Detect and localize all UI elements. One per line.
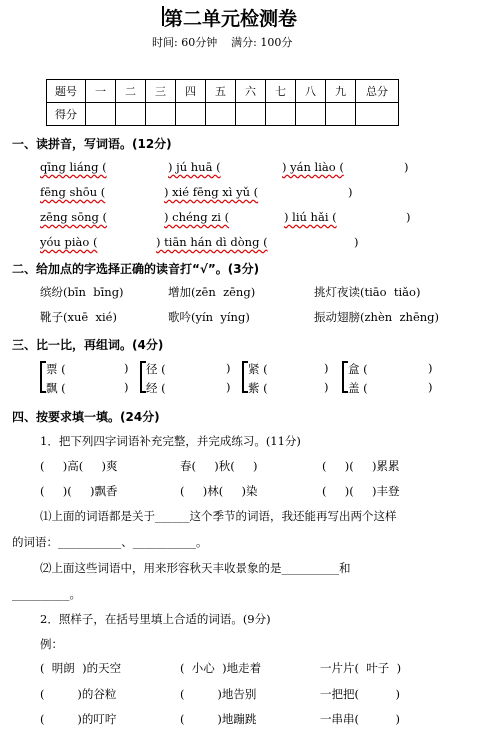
section3-heading: 三、比一比，再组词。(4分) <box>12 338 164 352</box>
header-cell: 八 <box>296 80 326 103</box>
fill-item: ( 小心 )地走着 <box>180 661 262 675</box>
compare-char-close: ) <box>428 380 433 394</box>
reading-choice: 缤纷(bīn bīng) <box>40 285 124 299</box>
header-cell: 九 <box>326 80 356 103</box>
pinyin-item <box>40 160 107 174</box>
compare-char: 盒 ( <box>348 362 368 376</box>
score-cell[interactable] <box>146 103 176 126</box>
idiom-blank: ( )林( )染 <box>180 484 258 498</box>
idiom-blank: ( )( )飘香 <box>40 484 118 498</box>
pinyin-text: yóu piào ( <box>40 235 98 249</box>
compare-char: 径 ( <box>146 362 166 376</box>
score-cell[interactable] <box>356 103 399 126</box>
pinyin-item: ) <box>354 235 359 249</box>
time-score-info: 时间: 60分钟 满分: 100分 <box>152 36 293 49</box>
compare-char-close: ) <box>428 361 433 375</box>
pinyin-text: zēng sōng ( <box>40 210 108 224</box>
fill-item: ( )的谷粒 <box>40 687 117 701</box>
compare-char-close: ) <box>324 361 329 375</box>
header-cell: 一 <box>86 80 116 103</box>
compare-char: 紧 ( <box>248 362 268 376</box>
q1-sub2-line1: ⑵上面这些词语中，用来形容秋天丰收景象的是__________和 <box>40 561 351 575</box>
section2-heading: 二、给加点的字选择正确的读音打“√”。(3分) <box>12 262 260 276</box>
score-cell[interactable] <box>266 103 296 126</box>
pinyin-item <box>40 210 107 224</box>
pinyin-item <box>168 160 221 174</box>
header-cell: 总分 <box>356 80 399 103</box>
reading-choice: 振动翅膀(zhèn zhēng) <box>314 310 440 324</box>
compare-char: 飘 ( <box>46 381 66 395</box>
score-table <box>46 79 399 126</box>
q1-sub1-line2: 的词语：___________、___________。 <box>12 535 208 549</box>
header-cell: 四 <box>176 80 206 103</box>
fill-item: ( )地告别 <box>180 687 257 701</box>
score-cell[interactable] <box>206 103 236 126</box>
page-title: 第二单元检测卷 <box>164 8 298 30</box>
fill-item: 一片片( 叶子 ) <box>320 661 402 675</box>
section4-heading: 四、按要求填一填。(24分) <box>12 410 160 424</box>
compare-char: 盖 ( <box>348 381 368 395</box>
score-cell[interactable] <box>296 103 326 126</box>
pinyin-item <box>284 210 337 224</box>
score-table-score-row <box>47 103 399 126</box>
fill-item: 一把把( ) <box>320 687 401 701</box>
pinyin-item <box>164 185 258 199</box>
pinyin-text: qīng liáng ( <box>40 160 107 174</box>
idiom-blank: ( )( )累累 <box>322 459 400 473</box>
compare-char-close: ) <box>324 380 329 394</box>
compare-char-close: ) <box>124 380 129 394</box>
pinyin-item: ) <box>348 185 353 199</box>
header-cell: 题号 <box>47 80 86 103</box>
pinyin-item <box>40 235 97 249</box>
reading-choice: 挑灯夜读(tiāo tiǎo) <box>314 285 421 299</box>
header-cell: 五 <box>206 80 236 103</box>
compare-char-close: ) <box>226 380 231 394</box>
pinyin-item <box>164 210 229 224</box>
compare-char-close: ) <box>226 361 231 375</box>
pinyin-text: ) jú huā ( <box>168 160 221 174</box>
pinyin-text: ) liú hǎi ( <box>284 210 337 224</box>
score-cell[interactable] <box>86 103 116 126</box>
compare-char: 紫 ( <box>248 381 268 395</box>
section1-heading: 一、读拼音，写词语。(12分) <box>12 137 172 151</box>
score-table-header-row <box>47 80 399 103</box>
pinyin-text: ) yán liào ( <box>282 160 344 174</box>
compare-char: 经 ( <box>146 381 166 395</box>
question-2: 2．照样子，在括号里填上合适的词语。(9分) <box>40 612 271 626</box>
pinyin-text: fēng shōu ( <box>40 185 106 199</box>
fill-item: ( 明朗 )的天空 <box>40 661 122 675</box>
pinyin-item <box>282 160 344 174</box>
score-cell[interactable] <box>176 103 206 126</box>
pinyin-item: ) <box>404 160 409 174</box>
compare-char: 票 ( <box>46 362 66 376</box>
header-cell: 六 <box>236 80 266 103</box>
fill-item: ( )的叮咛 <box>40 712 117 726</box>
q1-sub1-line1: ⑴上面的词语都是关于______这个季节的词语，我还能再写出两个这样 <box>40 509 397 523</box>
pinyin-text: ) xié fēng xì yǔ ( <box>164 185 259 199</box>
header-cell: 七 <box>266 80 296 103</box>
reading-choice: 靴子(xuē xié) <box>40 310 117 324</box>
score-cell[interactable] <box>116 103 146 126</box>
header-cell: 三 <box>146 80 176 103</box>
fill-item: ( )地蹦跳 <box>180 712 257 726</box>
pinyin-text: ) tiān hán dì dòng ( <box>156 235 268 249</box>
example-label: 例： <box>40 637 63 651</box>
idiom-blank: ( )( )丰登 <box>322 484 400 498</box>
question-1: 1．把下列四字词语补充完整，并完成练习。(11分) <box>40 434 301 448</box>
pinyin-item <box>40 185 105 199</box>
q1-sub2-line2: __________。 <box>12 587 81 601</box>
pinyin-item <box>156 235 268 249</box>
idiom-blank: ( )高( )爽 <box>40 459 118 473</box>
header-cell: 二 <box>116 80 146 103</box>
pinyin-text: ) chéng zi ( <box>164 210 230 224</box>
score-cell[interactable] <box>236 103 266 126</box>
pinyin-item: ) <box>406 210 411 224</box>
idiom-blank: 春( )秋( ) <box>180 459 258 473</box>
fill-item: 一串串( ) <box>320 712 401 726</box>
compare-char-close: ) <box>124 361 129 375</box>
reading-choice: 增加(zēn zēng) <box>168 285 256 299</box>
score-cell[interactable] <box>326 103 356 126</box>
reading-choice: 歌吟(yín yíng) <box>168 310 250 324</box>
row-label: 得分 <box>47 103 86 126</box>
